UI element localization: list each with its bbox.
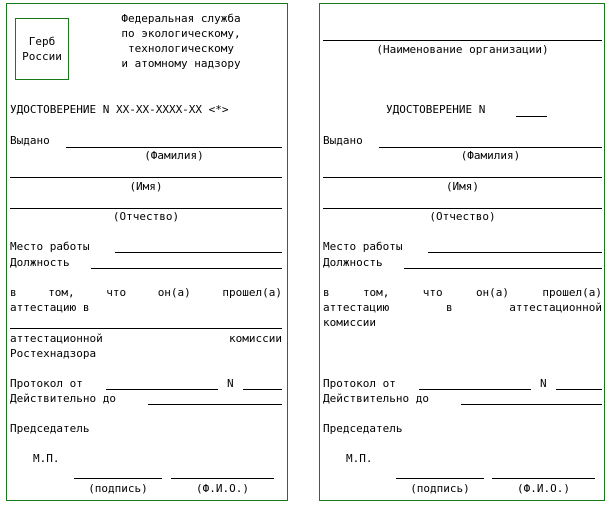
word: что [106, 286, 127, 299]
position-label: Должность [10, 256, 70, 269]
passed-line-3: комиссии [323, 316, 376, 329]
stamp-label: М.П. [33, 452, 60, 465]
certificate-right-panel [319, 3, 605, 501]
fio-hint: (Ф.И.О.) [196, 482, 249, 495]
position-line [404, 268, 602, 269]
position-label: Должность [323, 256, 383, 269]
name-line [10, 177, 282, 178]
passed-line-1 [10, 286, 282, 299]
stamp-label: М.П. [346, 452, 373, 465]
protocol-no-label: N [540, 377, 547, 390]
workplace-line [115, 252, 282, 253]
agency-line-3: технологическому [128, 42, 234, 55]
fio-line [492, 478, 595, 479]
issued-label: Выдано [10, 134, 50, 147]
commission-line-2: Ростехнадзора [10, 347, 97, 360]
coat-of-arms-placeholder [15, 18, 69, 80]
certificate-number-line [516, 116, 547, 117]
surname-line [379, 147, 602, 148]
commission-line [10, 328, 282, 329]
word: аттестационной [10, 332, 103, 345]
word: в [323, 286, 330, 299]
patronymic-line [323, 208, 602, 209]
commission-line-1 [10, 332, 282, 345]
surname-line [66, 147, 282, 148]
emblem-line-2: России [22, 50, 62, 63]
protocol-no-line [243, 389, 282, 390]
word: в [10, 286, 17, 299]
word: что [422, 286, 443, 299]
agency-line-1: Федеральная служба [121, 12, 241, 25]
name-line [323, 177, 602, 178]
org-name-hint: (Наименование организации) [376, 43, 549, 56]
chairman-label: Председатель [323, 422, 403, 435]
certificate-title: УДОСТОВЕРЕНИЕ N [386, 103, 486, 116]
patronymic-line [10, 208, 282, 209]
protocol-label: Протокол от [323, 377, 396, 390]
word: том, [48, 286, 75, 299]
signature-hint: (подпись) [410, 482, 470, 495]
protocol-no-line [556, 389, 602, 390]
name-hint: (Имя) [129, 180, 163, 193]
patronymic-hint: (Отчество) [429, 210, 496, 223]
fio-hint: (Ф.И.О.) [517, 482, 570, 495]
surname-hint: (Фамилия) [460, 149, 521, 162]
passed-line-1 [323, 286, 602, 299]
word: комиссии [229, 332, 282, 345]
protocol-label: Протокол от [10, 377, 83, 390]
patronymic-hint: (Отчество) [112, 210, 180, 223]
certificate-title: УДОСТОВЕРЕНИЕ N XX-XX-XXXX-XX <*> [10, 103, 229, 116]
valid-line [148, 404, 282, 405]
word: том, [362, 286, 390, 299]
word: прошел(а) [542, 286, 602, 299]
agency-line-4: и атомному надзору [121, 57, 241, 70]
passed-line-2: аттестацию в [10, 301, 90, 314]
valid-line [461, 404, 602, 405]
signature-line [396, 478, 484, 479]
certificate-left-panel [6, 3, 288, 501]
workplace-line [428, 252, 602, 253]
word: аттестационной [509, 301, 602, 314]
word: он(а) [157, 286, 191, 299]
chairman-label: Председатель [10, 422, 90, 435]
workplace-label: Место работы [10, 240, 90, 253]
protocol-no-label: N [227, 377, 234, 390]
word: в [445, 301, 453, 314]
emblem-line-1: Герб [28, 35, 56, 48]
fio-line [171, 478, 274, 479]
protocol-date-line [106, 389, 218, 390]
word: он(а) [475, 286, 510, 299]
position-line [91, 268, 282, 269]
org-name-line [323, 40, 602, 41]
signature-line [74, 478, 162, 479]
agency-line-2: по экологическому, [121, 27, 241, 40]
surname-hint: (Фамилия) [144, 149, 204, 162]
word: прошел(а) [222, 286, 282, 299]
signature-hint: (подпись) [88, 482, 148, 495]
protocol-date-line [419, 389, 531, 390]
issued-label: Выдано [323, 134, 363, 147]
name-hint: (Имя) [445, 180, 480, 193]
valid-label: Действительно до [323, 392, 429, 405]
passed-line-2 [323, 301, 602, 314]
valid-label: Действительно до [10, 392, 116, 405]
word: аттестацию [323, 301, 390, 314]
workplace-label: Место работы [323, 240, 403, 253]
